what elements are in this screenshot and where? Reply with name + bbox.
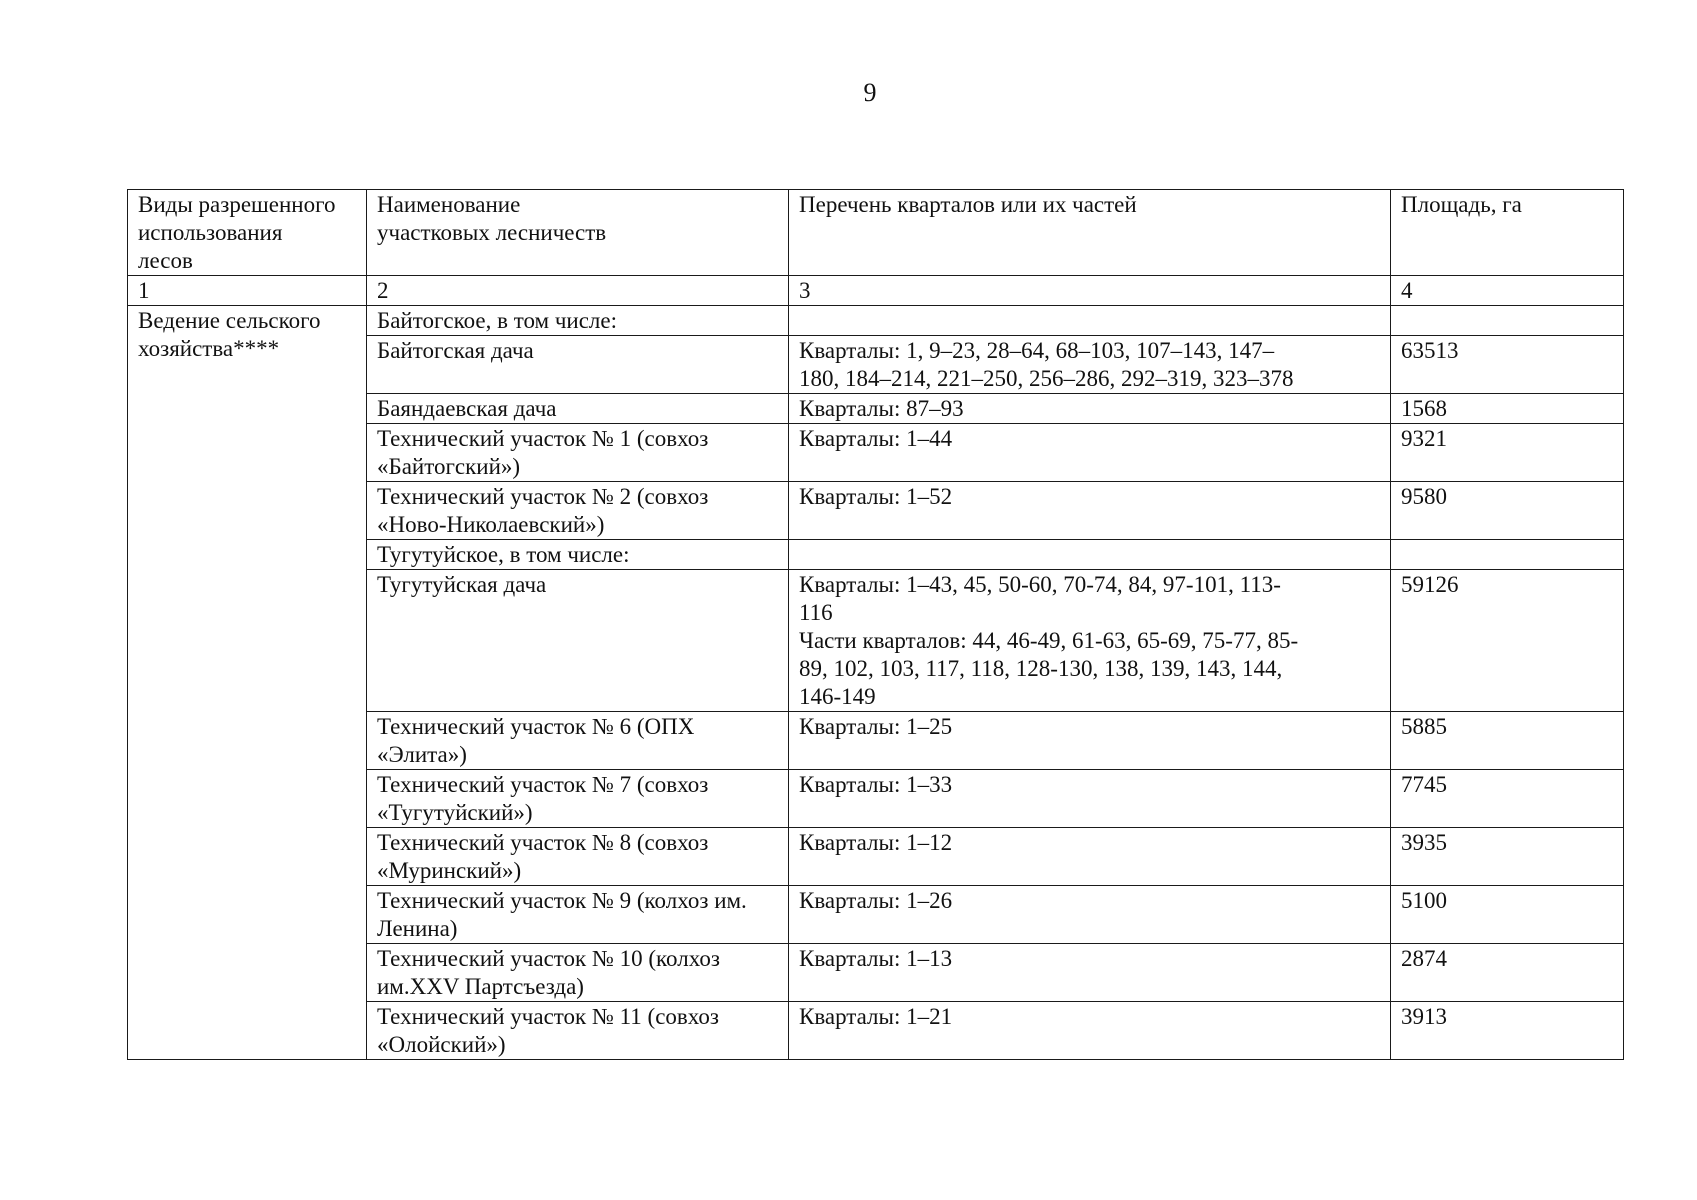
- area-cell: 7745: [1391, 770, 1624, 828]
- column-number: 2: [367, 276, 789, 306]
- column-number: 3: [789, 276, 1391, 306]
- forestry-name-cell: Байтогская дача: [367, 336, 789, 394]
- quarters-cell: Кварталы: 1–43, 45, 50-60, 70-74, 84, 97-101, 113- 116 Части кварталов: 44, 46-49, 61-63, 65-69, 75-77, 85- 89, 102, 103, 117, 118, 128-130, 138, 139, 143, 144, 146-149: [789, 570, 1391, 712]
- header-row: [128, 190, 1624, 276]
- quarters-cell: Кварталы: 1–33: [789, 770, 1391, 828]
- header-forestry-name: Наименование участковых лесничеств: [367, 190, 789, 276]
- forest-use-table: [127, 189, 1624, 1060]
- quarters-cell: Кварталы: 1, 9–23, 28–64, 68–103, 107–143, 147– 180, 184–214, 221–250, 256–286, 292–319, 323–378: [789, 336, 1391, 394]
- forestry-name-cell: Тугутуйское, в том числе:: [367, 540, 789, 570]
- forestry-name-cell: Технический участок № 7 (совхоз «Тугутуйский»): [367, 770, 789, 828]
- quarters-cell: Кварталы: 1–25: [789, 712, 1391, 770]
- quarters-cell: Кварталы: 1–21: [789, 1002, 1391, 1060]
- area-cell: [1391, 540, 1624, 570]
- area-cell: 5885: [1391, 712, 1624, 770]
- quarters-cell: Кварталы: 1–13: [789, 944, 1391, 1002]
- header-quarters: Перечень кварталов или их частей: [789, 190, 1391, 276]
- area-cell: 2874: [1391, 944, 1624, 1002]
- forestry-name-cell: Технический участок № 10 (колхоз им.XXV Партсъезда): [367, 944, 789, 1002]
- area-cell: 63513: [1391, 336, 1624, 394]
- area-cell: [1391, 306, 1624, 336]
- forestry-name-cell: Технический участок № 1 (совхоз «Байтогский»): [367, 424, 789, 482]
- area-cell: 59126: [1391, 570, 1624, 712]
- column-number-row: [128, 276, 1624, 306]
- column-number: 1: [128, 276, 367, 306]
- page-number: 9: [863, 78, 877, 107]
- forestry-name-cell: Технический участок № 11 (совхоз «Олойский»): [367, 1002, 789, 1060]
- forestry-name-cell: Технический участок № 9 (колхоз им. Ленина): [367, 886, 789, 944]
- table-row: [128, 306, 1624, 336]
- quarters-cell: Кварталы: 1–26: [789, 886, 1391, 944]
- header-area: Площадь, га: [1391, 190, 1624, 276]
- forestry-name-cell: Технический участок № 6 (ОПХ «Элита»): [367, 712, 789, 770]
- quarters-cell: [789, 306, 1391, 336]
- forestry-name-cell: Технический участок № 8 (совхоз «Муринский»): [367, 828, 789, 886]
- quarters-cell: Кварталы: 1–44: [789, 424, 1391, 482]
- quarters-cell: [789, 540, 1391, 570]
- forestry-name-cell: Баяндаевская дача: [367, 394, 789, 424]
- area-cell: 3913: [1391, 1002, 1624, 1060]
- area-cell: 5100: [1391, 886, 1624, 944]
- use-type-cell: Ведение сельского хозяйства****: [128, 306, 367, 1060]
- forestry-name-cell: Байтогское, в том числе:: [367, 306, 789, 336]
- quarters-cell: Кварталы: 1–52: [789, 482, 1391, 540]
- quarters-cell: Кварталы: 1–12: [789, 828, 1391, 886]
- area-cell: 9321: [1391, 424, 1624, 482]
- quarters-cell: Кварталы: 87–93: [789, 394, 1391, 424]
- column-number: 4: [1391, 276, 1624, 306]
- forestry-name-cell: Тугутуйская дача: [367, 570, 789, 712]
- forestry-name-cell: Технический участок № 2 (совхоз «Ново-Николаевский»): [367, 482, 789, 540]
- area-cell: 9580: [1391, 482, 1624, 540]
- area-cell: 1568: [1391, 394, 1624, 424]
- area-cell: 3935: [1391, 828, 1624, 886]
- header-use-type: Виды разрешенного использования лесов: [128, 190, 367, 276]
